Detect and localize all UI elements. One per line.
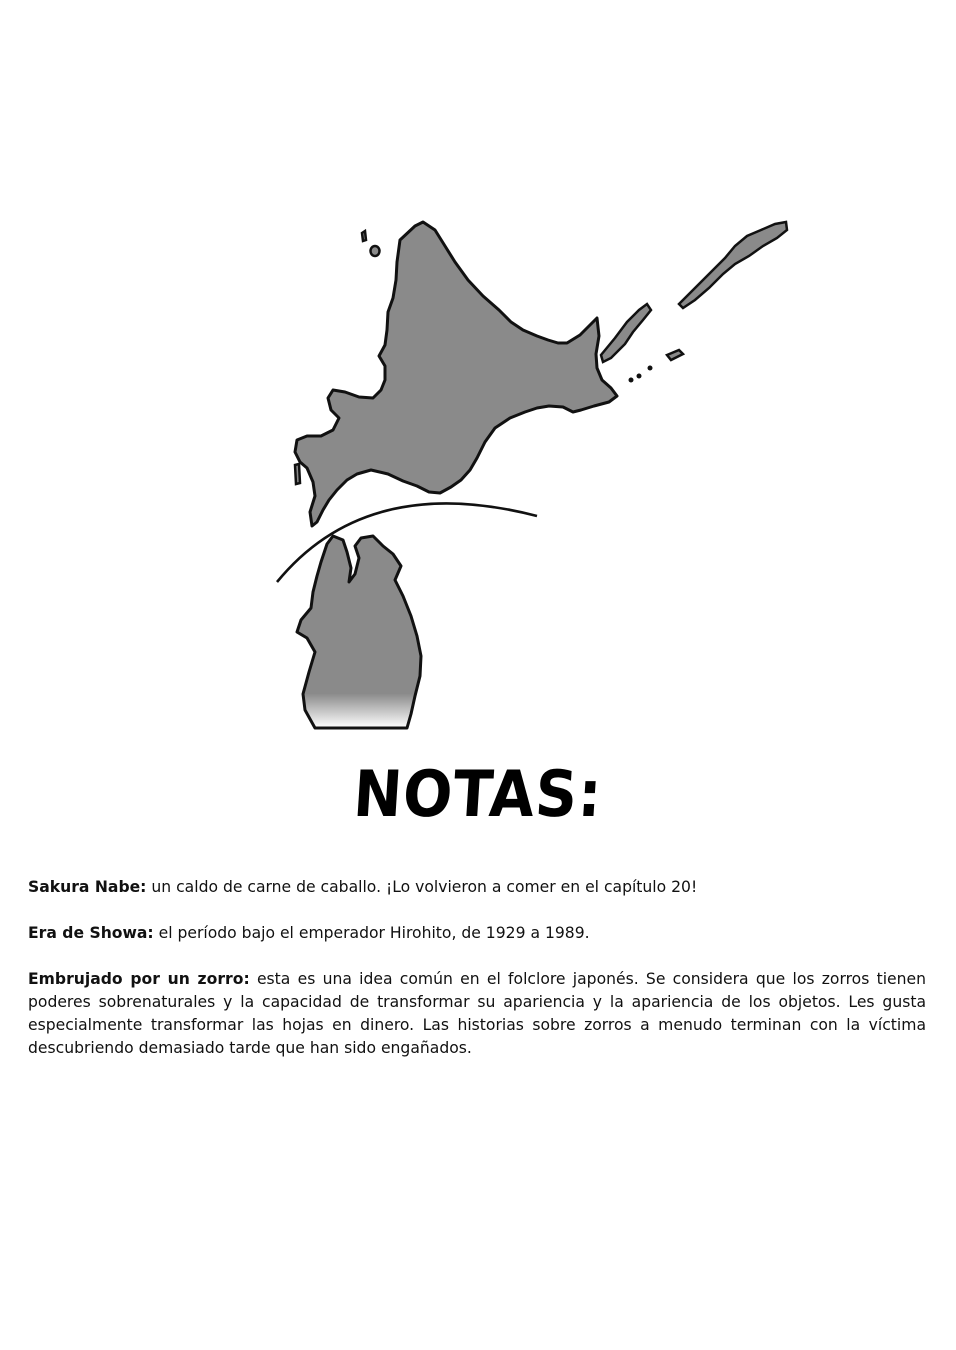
habomai-islet-2-shape xyxy=(637,374,642,379)
okushiri-island-shape xyxy=(295,464,300,484)
note-text: un caldo de carne de caballo. ¡Lo volvieron a comer en el capítulo 20! xyxy=(146,878,698,896)
hokkaido-shape xyxy=(295,222,617,526)
note-term: Sakura Nabe: xyxy=(28,878,147,896)
shikotan-island-shape xyxy=(667,350,683,360)
honshu-tohoku-shape xyxy=(297,536,421,728)
note-item-embrujado-por-un-zorro xyxy=(28,968,926,1060)
etorofu-island-shape xyxy=(679,222,787,308)
notes-list xyxy=(28,876,926,1083)
japan-map-illustration xyxy=(255,200,815,740)
kunashiri-island-shape xyxy=(601,304,651,362)
note-item-sakura-nabe xyxy=(28,876,926,899)
note-text: el período bajo el emperador Hirohito, de 1929 a 1989. xyxy=(153,924,590,942)
page-title: NOTAS: xyxy=(351,756,605,832)
rebun-island-shape xyxy=(362,231,366,241)
habomai-islet-3-shape xyxy=(648,366,653,371)
habomai-islet-1-shape xyxy=(629,378,634,383)
note-item-era-de-showa xyxy=(28,922,926,945)
note-text: esta es una idea común en el folclore japonés. Se considera que los zorros tienen poderes sobrenaturales y la capacidad de transformar su apariencia y la apariencia de los objetos. Les gusta especialmente transformar las hojas en dinero. Las historias sobre zorros a menudo terminan con la víctima descubriendo demasiado tarde que han sido engañados. xyxy=(28,970,926,1057)
note-term: Embrujado por un zorro: xyxy=(28,970,250,988)
note-term: Era de Showa: xyxy=(28,924,154,942)
map-icon xyxy=(255,200,815,740)
rishiri-island-shape xyxy=(371,246,380,256)
